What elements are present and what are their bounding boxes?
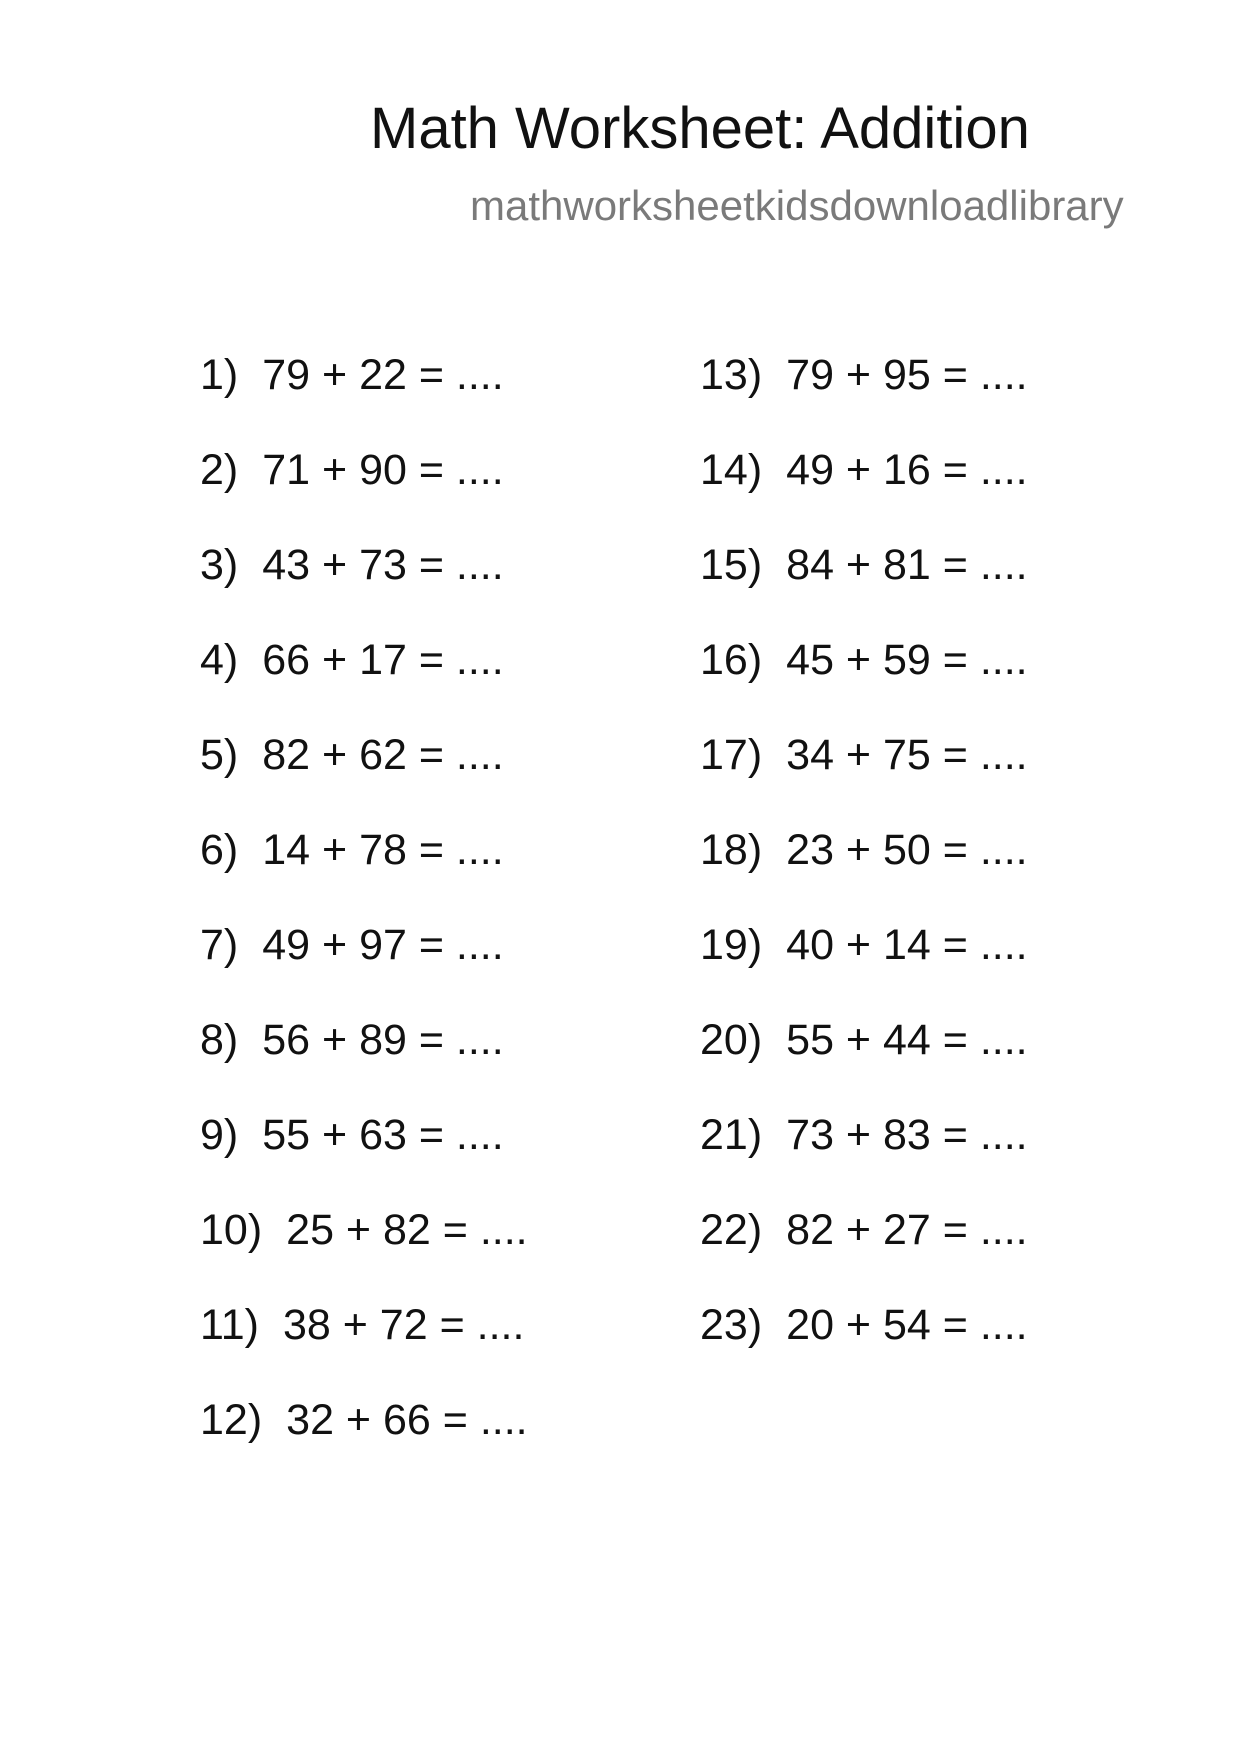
problems-right-column <box>700 351 1028 1399</box>
problem-expression: 23 + 50 = .... <box>786 826 1028 874</box>
problem <box>700 351 1028 449</box>
problem-number: 13) <box>700 351 763 399</box>
problem-expression: 14 + 78 = .... <box>262 826 504 874</box>
problem <box>200 826 528 924</box>
problem-number: 8) <box>200 1016 239 1064</box>
problem-number: 23) <box>700 1301 763 1349</box>
problem <box>700 1111 1028 1209</box>
problem-number: 14) <box>700 446 763 494</box>
worksheet-title: Math Worksheet: Addition <box>370 96 1030 161</box>
problem <box>700 541 1028 639</box>
problem-expression: 66 + 17 = .... <box>262 636 504 684</box>
problem <box>200 636 528 734</box>
problem-expression: 38 + 72 = .... <box>282 1301 525 1349</box>
problem-expression: 55 + 44 = .... <box>786 1016 1028 1064</box>
problem-expression: 79 + 95 = .... <box>786 351 1028 399</box>
problem-number: 10) <box>200 1206 263 1254</box>
problem-expression: 56 + 89 = .... <box>262 1016 504 1064</box>
problem-number: 18) <box>700 826 763 874</box>
problem-expression: 20 + 54 = .... <box>786 1301 1028 1349</box>
problem-expression: 40 + 14 = .... <box>786 921 1028 969</box>
problems-left-column <box>200 351 528 1494</box>
problem-expression: 79 + 22 = .... <box>262 351 504 399</box>
problem-expression: 49 + 16 = .... <box>786 446 1028 494</box>
problem-expression: 84 + 81 = .... <box>786 541 1028 589</box>
problem <box>700 826 1028 924</box>
problem-expression: 25 + 82 = .... <box>286 1206 528 1254</box>
problem <box>200 731 528 829</box>
problem <box>200 1111 528 1209</box>
problem-number: 6) <box>200 826 239 874</box>
problem-number: 2) <box>200 446 239 494</box>
problem-expression: 43 + 73 = .... <box>262 541 504 589</box>
problem-number: 22) <box>700 1206 763 1254</box>
problem-expression: 82 + 62 = .... <box>262 731 504 779</box>
problem <box>700 636 1028 734</box>
problem-expression: 55 + 63 = .... <box>262 1111 504 1159</box>
problem <box>700 1301 1028 1399</box>
problem <box>700 1206 1028 1304</box>
problem-number: 12) <box>200 1396 263 1444</box>
problem <box>200 541 528 639</box>
problem-expression: 32 + 66 = .... <box>286 1396 528 1444</box>
problem-number: 7) <box>200 921 239 969</box>
problem <box>700 731 1028 829</box>
problem-number: 11) <box>200 1301 259 1349</box>
problem-number: 4) <box>200 636 239 684</box>
problem-number: 1) <box>200 351 239 399</box>
problem-number: 21) <box>700 1111 763 1159</box>
problem <box>200 1016 528 1114</box>
problem-expression: 49 + 97 = .... <box>262 921 504 969</box>
problem-number: 5) <box>200 731 239 779</box>
problem <box>700 1016 1028 1114</box>
problem-expression: 45 + 59 = .... <box>786 636 1028 684</box>
problem-expression: 71 + 90 = .... <box>262 446 504 494</box>
problem <box>200 1396 528 1494</box>
problem-number: 15) <box>700 541 763 589</box>
problem <box>200 1301 528 1399</box>
problem-number: 9) <box>200 1111 239 1159</box>
problem-expression: 82 + 27 = .... <box>786 1206 1028 1254</box>
problem-expression: 73 + 83 = .... <box>786 1111 1028 1159</box>
problem <box>200 921 528 1019</box>
problem-number: 20) <box>700 1016 763 1064</box>
problem <box>200 1206 528 1304</box>
problem <box>200 446 528 544</box>
problem-number: 16) <box>700 636 763 684</box>
problem <box>700 921 1028 1019</box>
worksheet-subtitle: mathworksheetkidsdownloadlibrary <box>470 182 1124 229</box>
problem <box>700 446 1028 544</box>
problem-number: 17) <box>700 731 763 779</box>
problem-number: 3) <box>200 541 239 589</box>
problem <box>200 351 528 449</box>
problem-expression: 34 + 75 = .... <box>786 731 1028 779</box>
problem-number: 19) <box>700 921 763 969</box>
